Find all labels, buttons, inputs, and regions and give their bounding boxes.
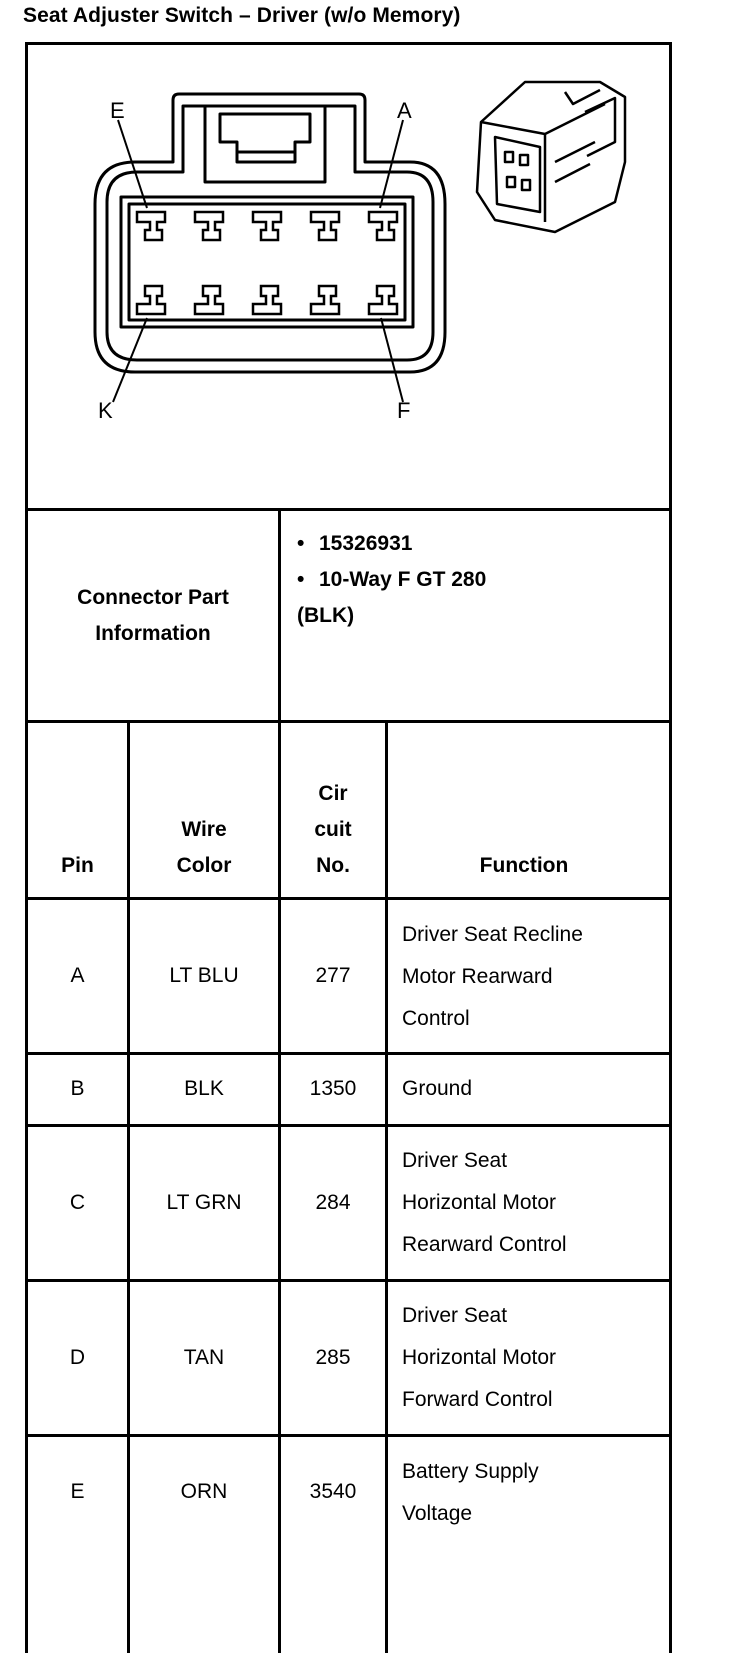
terminal-row-bottom xyxy=(137,286,397,314)
connector-shell-inner xyxy=(107,106,433,360)
connector-type-item: • 10-Way F GT 280 xyxy=(297,568,487,591)
pin-label-f: F xyxy=(397,398,411,423)
page-title: Seat Adjuster Switch – Driver (w/o Memory) xyxy=(23,4,461,27)
row-c-circuit: 284 xyxy=(315,1191,351,1214)
row-e-pin: E xyxy=(70,1480,85,1503)
connector-shell-outline xyxy=(95,94,445,372)
header-pin: Pin xyxy=(61,854,94,877)
row-c-pin: C xyxy=(69,1191,86,1214)
connector-face-drawing xyxy=(25,42,672,511)
row-d-circuit: 285 xyxy=(315,1346,351,1369)
row-b-pin: B xyxy=(70,1077,85,1100)
row-c-color: LT GRN xyxy=(166,1191,242,1214)
latch-detail xyxy=(220,114,310,162)
header-circuit-no: Cir cuit No. xyxy=(314,782,352,877)
latch xyxy=(205,106,325,182)
pin-label-a: A xyxy=(397,98,412,123)
row-b-circuit: 1350 xyxy=(309,1077,357,1100)
row-a-circuit: 277 xyxy=(315,964,351,987)
header-function: Function xyxy=(479,854,569,877)
header-divider xyxy=(25,897,672,900)
row-c-function: Driver Seat Horizontal Motor Rearward Control xyxy=(402,1149,567,1256)
row-d-function: Driver Seat Horizontal Motor Forward Control xyxy=(402,1304,557,1411)
row-divider-a xyxy=(25,1052,672,1055)
row-a-pin: A xyxy=(70,964,85,987)
header-wire-color: Wire Color xyxy=(176,818,232,877)
row-d-color: TAN xyxy=(183,1346,225,1369)
row-a-color: LT BLU xyxy=(169,964,239,987)
terminal-row-top xyxy=(137,212,397,240)
row-e-function: Battery Supply Voltage xyxy=(402,1460,539,1525)
row-divider-b xyxy=(25,1124,672,1127)
row-b-color: BLK xyxy=(184,1077,224,1100)
row-a-function: Driver Seat Recline Motor Rearward Control xyxy=(402,923,583,1030)
part-number-item: • 15326931 xyxy=(297,532,413,555)
connector-info-label: Connector Part Information xyxy=(77,586,229,645)
connector-diagram xyxy=(25,42,672,511)
connector-info-values xyxy=(281,526,661,634)
row-b-function: Ground xyxy=(402,1077,473,1100)
row-d-pin: D xyxy=(69,1346,86,1369)
row-divider-info xyxy=(25,720,672,723)
pin-label-e: E xyxy=(110,98,125,123)
connector-isometric-drawing xyxy=(477,82,625,232)
pin-label-k: K xyxy=(98,398,113,423)
row-e-color: ORN xyxy=(180,1480,228,1503)
row-divider-c xyxy=(25,1279,672,1282)
row-divider-d xyxy=(25,1434,672,1437)
row-e-circuit: 3540 xyxy=(309,1480,357,1503)
connector-color-suffix: (BLK) xyxy=(297,604,355,627)
